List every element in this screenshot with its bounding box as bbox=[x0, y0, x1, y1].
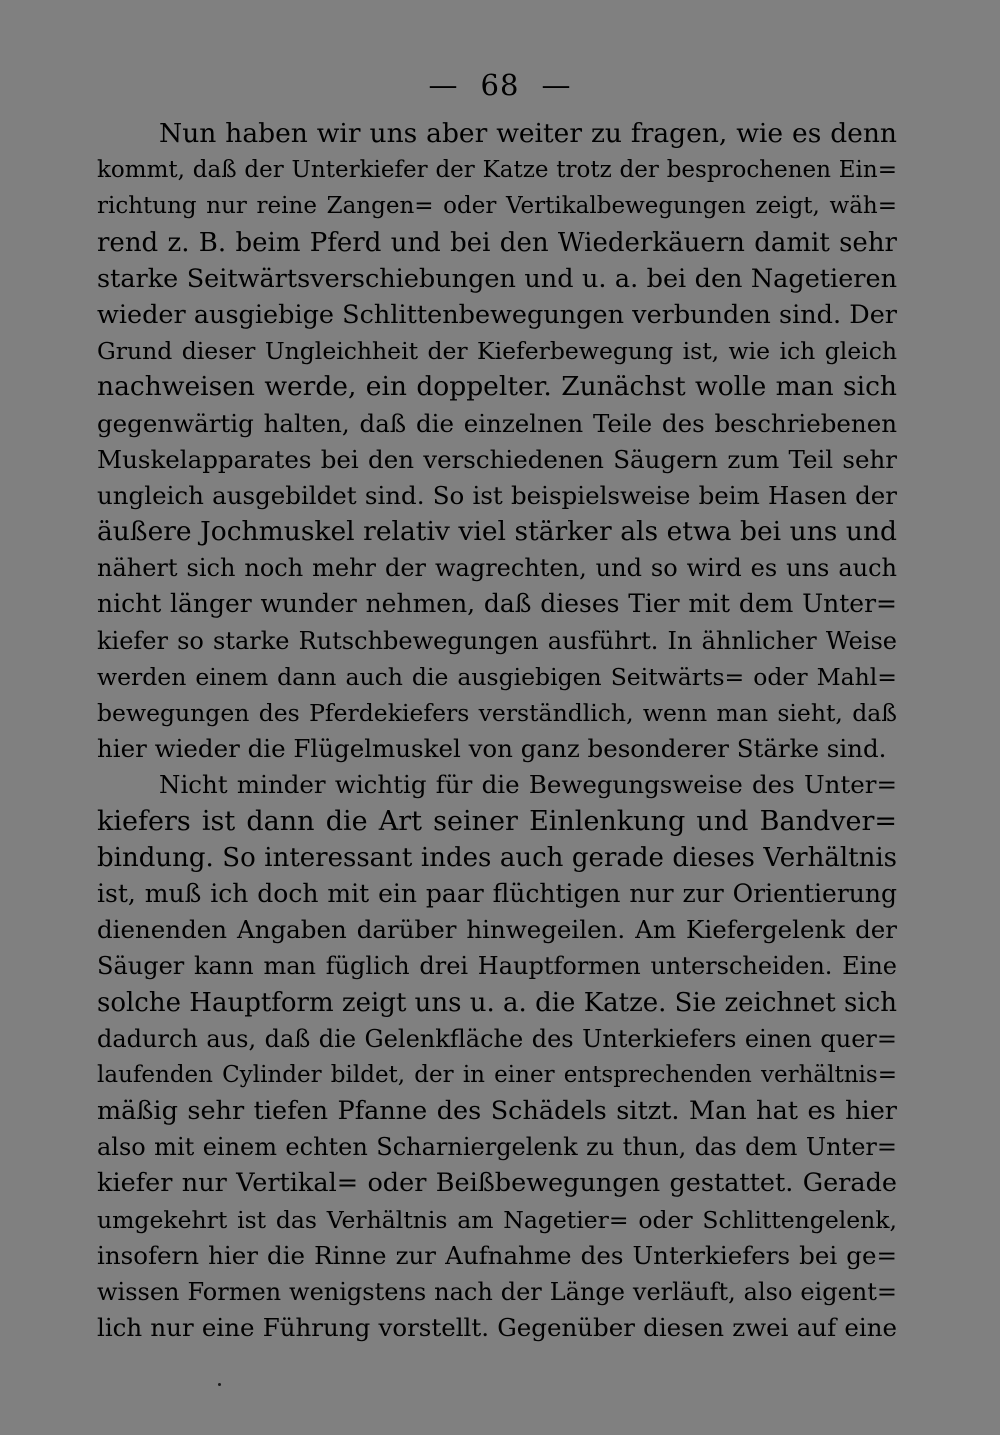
text-line: also mit einem echten Scharniergelenk zu thun, das dem Unter= bbox=[97, 1133, 897, 1162]
text-line: kiefers ist dann die Art seiner Einlenkung und Bandver= bbox=[97, 805, 897, 837]
text-line: rend z. B. beim Pferd und bei den Wiederkäuern damit sehr bbox=[97, 227, 897, 258]
text-line: Säuger kann man füglich drei Hauptformen unterscheiden. Eine bbox=[97, 952, 897, 981]
page-number bbox=[0, 68, 1000, 102]
text-line: lich nur eine Führung vorstellt. Gegenüber diesen zwei auf eine bbox=[97, 1313, 897, 1343]
text-line: nicht länger wunder nehmen, daß dieses Tier mit dem Unter= bbox=[97, 589, 897, 619]
text-line: insofern hier die Rinne zur Aufnahme des Unterkiefers bei ge= bbox=[97, 1240, 897, 1270]
text-line: werden einem dann auch die ausgiebigen Seitwärts= oder Mahl= bbox=[97, 662, 897, 691]
text-line: dadurch aus, daß die Gelenkfläche des Unterkiefers einen quer= bbox=[97, 1024, 897, 1053]
text-line: starke Seitwärtsverschiebungen und u. a. bei den Nagetieren bbox=[97, 263, 897, 294]
text-line: äußere Jochmuskel relativ viel stärker als etwa bei uns und bbox=[97, 516, 897, 548]
text-line: ist, muß ich doch mit ein paar flüchtigen nur zur Orientierung bbox=[97, 878, 897, 908]
page-number-dash-left: — bbox=[428, 68, 459, 102]
text-line: Nun haben wir uns aber weiter zu fragen, wie es denn bbox=[159, 118, 897, 149]
text-line: laufenden Cylinder bildet, der in einer entsprechenden verhältnis= bbox=[97, 1061, 897, 1088]
text-line: Grund dieser Ungleichheit der Kieferbewegung ist, wie ich gleich bbox=[97, 337, 897, 366]
text-line: kommt, daß der Unterkiefer der Katze trotz der besprochenen Ein= bbox=[97, 157, 897, 184]
text-line: gegenwärtig halten, daß die einzelnen Teile des beschriebenen bbox=[97, 408, 897, 438]
text-line: ungleich ausgebildet sind. So ist beispielsweise beim Hasen der bbox=[97, 480, 897, 510]
text-line: umgekehrt ist das Verhältnis am Nagetier= oder Schlittengelenk, bbox=[97, 1205, 897, 1234]
text-line: nachweisen werde, ein doppelter. Zunächst wolle man sich bbox=[97, 371, 897, 403]
text-line: bindung. So interessant indes auch gerade dieses Verhältnis bbox=[97, 842, 897, 873]
text-line: kiefer so starke Rutschbewegungen ausführt. In ähnlicher Weise bbox=[97, 626, 897, 655]
text-line: richtung nur reine Zangen= oder Vertikalbewegungen zeigt, wäh= bbox=[97, 193, 897, 220]
page-number-dash-right: — bbox=[541, 68, 572, 102]
text-line: nähert sich noch mehr der wagrechten, und so wird es uns auch bbox=[97, 554, 897, 583]
text-line: bewegungen des Pferdekiefers verständlich, wenn man sieht, daß bbox=[97, 699, 897, 727]
ink-speck bbox=[218, 1383, 221, 1386]
text-line: wissen Formen wenigstens nach der Länge verläuft, also eigent= bbox=[97, 1278, 897, 1306]
text-line: Muskelapparates bei den verschiedenen Säugern zum Teil sehr bbox=[97, 444, 897, 474]
text-line: dienenden Angaben darüber hinwegeilen. Am Kiefergelenk der bbox=[97, 915, 897, 945]
page-number-value: 68 bbox=[480, 68, 520, 102]
text-line: kiefer nur Vertikal= oder Beißbewegungen gestattet. Gerade bbox=[97, 1168, 897, 1199]
text-line: wieder ausgiebige Schlittenbewegungen verbunden sind. Der bbox=[97, 299, 897, 330]
body-text bbox=[97, 116, 897, 1346]
text-line: mäßig sehr tiefen Pfanne des Schädels sitzt. Man hat es hier bbox=[97, 1096, 897, 1127]
text-line: solche Hauptform zeigt uns u. a. die Katze. Sie zeichnet sich bbox=[97, 987, 897, 1018]
text-line: hier wieder die Flügelmuskel von ganz besonderer Stärke sind. bbox=[97, 734, 887, 764]
text-line: Nicht minder wichtig für die Bewegungsweise des Unter= bbox=[159, 770, 897, 800]
